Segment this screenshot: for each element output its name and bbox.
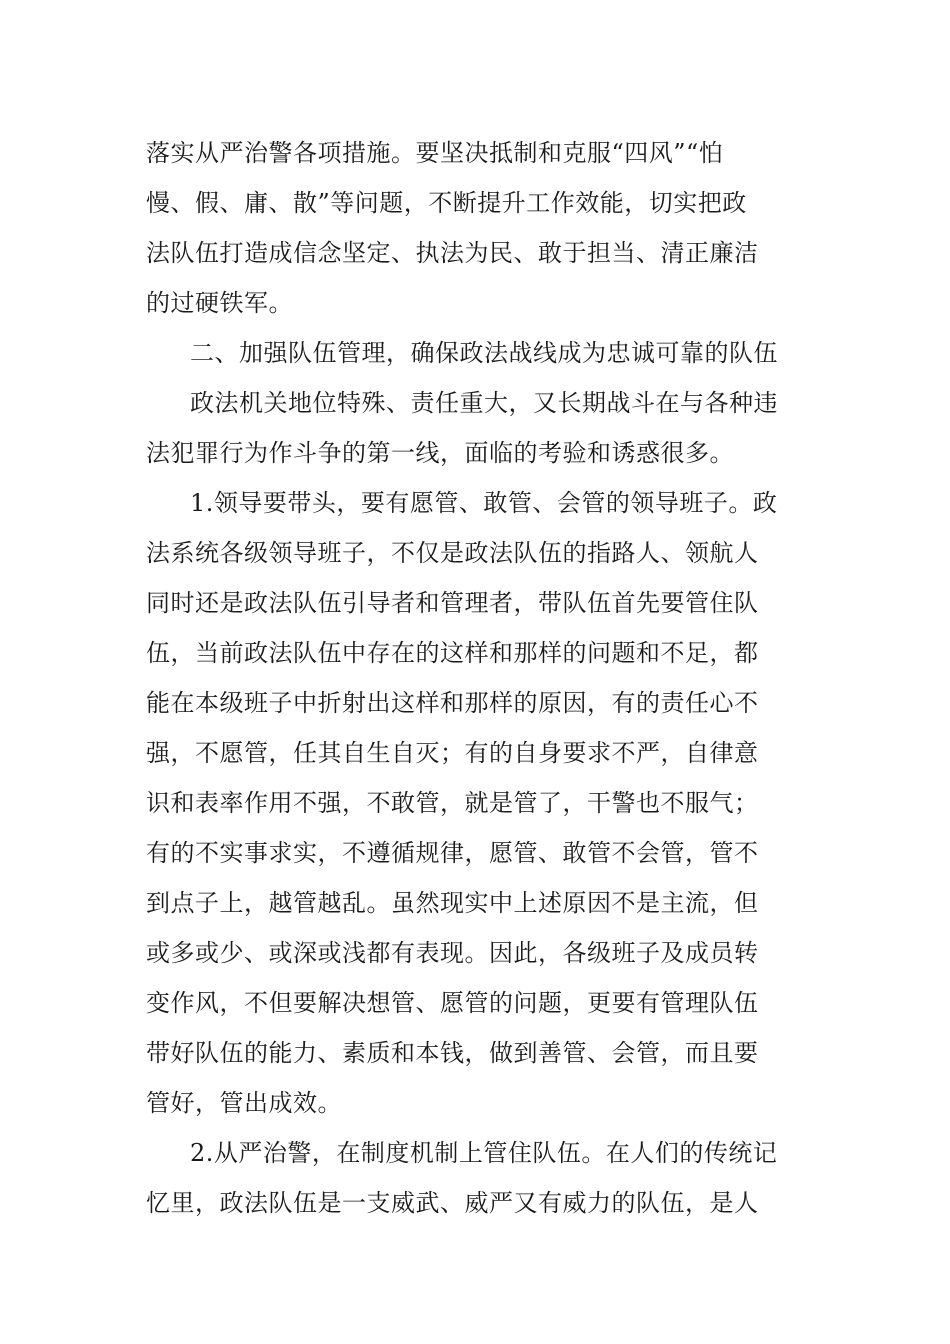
text-line: 能在本级班子中折射出这样和那样的原因，有的责任心不 — [146, 689, 759, 717]
text-line: 伍，当前政法队伍中存在的这样和那样的问题和不足，都 — [146, 639, 759, 667]
numbered-paragraph-start: 2.从严治警，在制度机制上管住队伍。在人们的传统记 — [190, 1139, 778, 1167]
text-line: 有的不实事求实，不遵循规律，愿管、敢管不会管，管不 — [146, 839, 759, 867]
numbered-paragraph-start: 1.领导要带头，要有愿管、敢管、会管的领导班子。政 — [190, 489, 778, 517]
text-line: 慢、假、庸、散”等问题，不断提升工作效能，切实把政 — [146, 189, 747, 217]
text-line: 同时还是政法队伍引导者和管理者，带队伍首先要管住队 — [146, 589, 759, 617]
document-body — [146, 128, 810, 1228]
text-line: 或多或少、或深或浅都有表现。因此，各级班子及成员转 — [146, 939, 759, 967]
text-line: 法系统各级领导班子，不仅是政法队伍的指路人、领航人 — [146, 539, 759, 567]
section-heading: 二、加强队伍管理，确保政法战线成为忠诚可靠的队伍 — [190, 339, 778, 367]
text-line: 政法机关地位特殊、责任重大，又长期战斗在与各种违 — [190, 389, 778, 417]
text-line: 管好，管出成效。 — [146, 1089, 342, 1117]
text-line: 带好队伍的能力、素质和本钱，做到善管、会管，而且要 — [146, 1039, 759, 1067]
text-line: 法队伍打造成信念坚定、执法为民、敢于担当、清正廉洁 — [146, 239, 759, 267]
text-line: 法犯罪行为作斗争的第一线，面临的考验和诱惑很多。 — [146, 439, 734, 467]
text-line: 识和表率作用不强，不敢管，就是管了，干警也不服气； — [146, 789, 759, 817]
text-line: 忆里，政法队伍是一支威武、威严又有威力的队伍，是人 — [146, 1189, 759, 1217]
text-line: 强，不愿管，任其自生自灭；有的自身要求不严，自律意 — [146, 739, 759, 767]
text-line: 的过硬铁军。 — [146, 289, 293, 317]
text-line: 变作风，不但要解决想管、愿管的问题，更要有管理队伍 — [146, 989, 759, 1017]
text-line: 落实从严治警各项措施。要坚决抵制和克服“四风”“怕 — [146, 139, 724, 167]
text-line: 到点子上，越管越乱。虽然现实中上述原因不是主流，但 — [146, 889, 759, 917]
